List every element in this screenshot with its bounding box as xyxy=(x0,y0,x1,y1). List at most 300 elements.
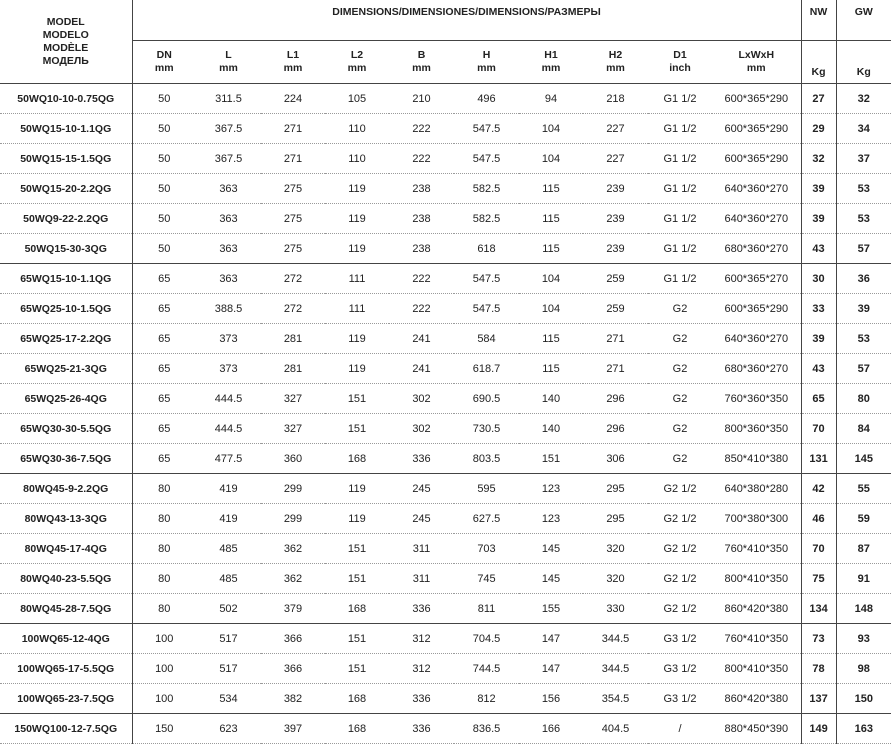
table-cell: G1 1/2 xyxy=(648,114,712,144)
table-cell: 241 xyxy=(389,354,454,384)
table-cell: G2 1/2 xyxy=(648,534,712,564)
table-cell: 362 xyxy=(261,534,325,564)
table-cell: 50 xyxy=(132,204,196,234)
table-cell: 119 xyxy=(325,174,389,204)
table-cell: G2 1/2 xyxy=(648,564,712,594)
table-cell: 584 xyxy=(454,324,519,354)
table-row xyxy=(0,174,891,204)
table-cell: 354.5 xyxy=(583,684,648,714)
table-cell: 330 xyxy=(583,594,648,624)
gw-cell: 145 xyxy=(836,444,891,474)
table-cell: 373 xyxy=(196,324,261,354)
table-cell: G1 1/2 xyxy=(648,204,712,234)
table-cell: 119 xyxy=(325,354,389,384)
table-cell: 382 xyxy=(261,684,325,714)
gw-cell: 36 xyxy=(836,264,891,294)
table-cell: 327 xyxy=(261,414,325,444)
model-cell: 65WQ30-30-5.5QG xyxy=(0,414,132,444)
gw-cell: 39 xyxy=(836,294,891,324)
table-cell: 296 xyxy=(583,384,648,414)
table-cell: 404.5 xyxy=(583,714,648,744)
table-cell: 151 xyxy=(325,414,389,444)
table-cell: 295 xyxy=(583,474,648,504)
gw-cell: 32 xyxy=(836,84,891,114)
table-cell: 275 xyxy=(261,234,325,264)
table-cell: 362 xyxy=(261,564,325,594)
model-cell: 65WQ15-10-1.1QG xyxy=(0,264,132,294)
table-cell: 730.5 xyxy=(454,414,519,444)
table-cell: 104 xyxy=(519,264,583,294)
table-row xyxy=(0,234,891,264)
table-cell: 344.5 xyxy=(583,654,648,684)
table-cell: 336 xyxy=(389,444,454,474)
gw-cell: 163 xyxy=(836,714,891,744)
table-cell: 485 xyxy=(196,534,261,564)
table-cell: 320 xyxy=(583,534,648,564)
table-cell: 320 xyxy=(583,564,648,594)
table-cell: 860*420*380 xyxy=(712,684,801,714)
model-cell: 50WQ15-10-1.1QG xyxy=(0,114,132,144)
table-cell: 151 xyxy=(519,444,583,474)
model-cell: 50WQ15-30-3QG xyxy=(0,234,132,264)
nw-cell: 46 xyxy=(801,504,836,534)
table-cell: 80 xyxy=(132,504,196,534)
table-cell: 703 xyxy=(454,534,519,564)
nw-cell: 39 xyxy=(801,174,836,204)
table-cell: 111 xyxy=(325,264,389,294)
table-cell: 65 xyxy=(132,264,196,294)
model-cell: 65WQ25-26-4QG xyxy=(0,384,132,414)
table-cell: 302 xyxy=(389,414,454,444)
table-cell: 156 xyxy=(519,684,583,714)
nw-cell: 27 xyxy=(801,84,836,114)
table-cell: 811 xyxy=(454,594,519,624)
nw-cell: 29 xyxy=(801,114,836,144)
table-cell: 363 xyxy=(196,204,261,234)
nw-cell: 33 xyxy=(801,294,836,324)
table-cell: 444.5 xyxy=(196,414,261,444)
table-cell: 311.5 xyxy=(196,84,261,114)
table-cell: 222 xyxy=(389,294,454,324)
table-cell: 582.5 xyxy=(454,204,519,234)
table-cell: 547.5 xyxy=(454,264,519,294)
table-cell: 311 xyxy=(389,564,454,594)
table-cell: 327 xyxy=(261,384,325,414)
table-cell: 640*380*280 xyxy=(712,474,801,504)
model-cell: 80WQ45-9-2.2QG xyxy=(0,474,132,504)
table-cell: 100 xyxy=(132,654,196,684)
table-row xyxy=(0,354,891,384)
model-header-es: MODELO xyxy=(42,28,89,41)
table-cell: 80 xyxy=(132,564,196,594)
table-row xyxy=(0,624,891,654)
column-header-unit: mm xyxy=(154,62,174,74)
table-row xyxy=(0,474,891,504)
table-cell: 680*360*270 xyxy=(712,234,801,264)
nw-cell: 65 xyxy=(801,384,836,414)
model-cell: 100WQ65-23-7.5QG xyxy=(0,684,132,714)
table-cell: 224 xyxy=(261,84,325,114)
table-cell: 123 xyxy=(519,504,583,534)
table-cell: 388.5 xyxy=(196,294,261,324)
table-cell: G3 1/2 xyxy=(648,684,712,714)
column-header-dn xyxy=(132,41,196,84)
table-body xyxy=(0,84,891,744)
table-cell: 534 xyxy=(196,684,261,714)
table-cell: 547.5 xyxy=(454,294,519,324)
column-header-unit: mm xyxy=(347,62,367,74)
table-cell: 119 xyxy=(325,504,389,534)
column-header-l2 xyxy=(325,41,389,84)
model-header-en: MODEL xyxy=(46,15,85,28)
table-cell: 680*360*270 xyxy=(712,354,801,384)
table-row xyxy=(0,444,891,474)
table-row xyxy=(0,654,891,684)
gw-cell: 34 xyxy=(836,114,891,144)
table-cell: 65 xyxy=(132,324,196,354)
table-cell: 50 xyxy=(132,84,196,114)
table-cell: G1 1/2 xyxy=(648,234,712,264)
table-cell: 496 xyxy=(454,84,519,114)
nw-cell: 39 xyxy=(801,324,836,354)
table-cell: 860*420*380 xyxy=(712,594,801,624)
model-header-ru: МОДЕЛЬ xyxy=(42,54,89,67)
nw-cell: 42 xyxy=(801,474,836,504)
table-cell: 245 xyxy=(389,504,454,534)
table-cell: 145 xyxy=(519,564,583,594)
table-cell: 100 xyxy=(132,684,196,714)
model-cell: 50WQ15-15-1.5QG xyxy=(0,144,132,174)
nw-cell: 149 xyxy=(801,714,836,744)
table-cell: 547.5 xyxy=(454,114,519,144)
table-cell: 623 xyxy=(196,714,261,744)
table-cell: 880*450*390 xyxy=(712,714,801,744)
table-cell: 65 xyxy=(132,384,196,414)
table-cell: 311 xyxy=(389,534,454,564)
table-row xyxy=(0,84,891,114)
nw-cell: 137 xyxy=(801,684,836,714)
table-cell: 444.5 xyxy=(196,384,261,414)
table-cell: 595 xyxy=(454,474,519,504)
column-header-l1 xyxy=(261,41,325,84)
column-header-unit: mm xyxy=(746,62,766,74)
column-header-name: B xyxy=(417,49,426,61)
nw-unit-header: Kg xyxy=(801,41,836,84)
model-cell: 80WQ45-17-4QG xyxy=(0,534,132,564)
table-cell: 271 xyxy=(583,354,648,384)
gw-header: GW xyxy=(836,0,891,41)
nw-cell: 32 xyxy=(801,144,836,174)
gw-cell: 53 xyxy=(836,324,891,354)
gw-cell: 148 xyxy=(836,594,891,624)
table-cell: 245 xyxy=(389,474,454,504)
table-cell: 517 xyxy=(196,624,261,654)
gw-cell: 37 xyxy=(836,144,891,174)
table-row xyxy=(0,534,891,564)
table-cell: 803.5 xyxy=(454,444,519,474)
table-cell: 151 xyxy=(325,534,389,564)
table-cell: 299 xyxy=(261,474,325,504)
table-cell: 111 xyxy=(325,294,389,324)
table-cell: 104 xyxy=(519,114,583,144)
table-cell: 115 xyxy=(519,174,583,204)
table-cell: 145 xyxy=(519,534,583,564)
gw-cell: 59 xyxy=(836,504,891,534)
table-cell: 700*380*300 xyxy=(712,504,801,534)
column-header-unit: mm xyxy=(541,62,561,74)
gw-cell: 84 xyxy=(836,414,891,444)
column-header-lxwxh xyxy=(712,41,801,84)
table-cell: 600*365*290 xyxy=(712,294,801,324)
table-row xyxy=(0,324,891,354)
table-cell: 367.5 xyxy=(196,114,261,144)
table-cell: 150 xyxy=(132,714,196,744)
table-cell: 100 xyxy=(132,624,196,654)
table-cell: G1 1/2 xyxy=(648,84,712,114)
table-cell: 104 xyxy=(519,144,583,174)
table-row xyxy=(0,564,891,594)
table-cell: 105 xyxy=(325,84,389,114)
table-row xyxy=(0,114,891,144)
table-cell: 271 xyxy=(261,114,325,144)
nw-cell: 75 xyxy=(801,564,836,594)
table-row xyxy=(0,384,891,414)
table-cell: 151 xyxy=(325,564,389,594)
table-cell: 272 xyxy=(261,294,325,324)
table-cell: 485 xyxy=(196,564,261,594)
nw-cell: 78 xyxy=(801,654,836,684)
table-cell: 477.5 xyxy=(196,444,261,474)
table-cell: 745 xyxy=(454,564,519,594)
table-cell: 80 xyxy=(132,534,196,564)
table-cell: G2 xyxy=(648,324,712,354)
table-cell: 760*410*350 xyxy=(712,624,801,654)
nw-cell: 70 xyxy=(801,534,836,564)
table-cell: 140 xyxy=(519,384,583,414)
gw-cell: 80 xyxy=(836,384,891,414)
column-header-name: H xyxy=(482,49,491,61)
model-cell: 80WQ40-23-5.5QG xyxy=(0,564,132,594)
gw-cell: 98 xyxy=(836,654,891,684)
column-header-unit: mm xyxy=(283,62,303,74)
table-cell: / xyxy=(648,714,712,744)
table-cell: 627.5 xyxy=(454,504,519,534)
column-header-h xyxy=(454,41,519,84)
table-cell: 168 xyxy=(325,684,389,714)
table-cell: 640*360*270 xyxy=(712,204,801,234)
column-header-name: L1 xyxy=(286,49,300,61)
table-cell: 259 xyxy=(583,264,648,294)
column-header-name: D1 xyxy=(673,49,687,61)
table-cell: 812 xyxy=(454,684,519,714)
table-cell: 640*360*270 xyxy=(712,174,801,204)
gw-cell: 53 xyxy=(836,174,891,204)
table-cell: 419 xyxy=(196,474,261,504)
table-cell: 600*365*290 xyxy=(712,114,801,144)
table-cell: 517 xyxy=(196,654,261,684)
gw-cell: 150 xyxy=(836,684,891,714)
nw-header: NW xyxy=(801,0,836,41)
table-row xyxy=(0,294,891,324)
table-cell: G2 xyxy=(648,354,712,384)
table-cell: 312 xyxy=(389,654,454,684)
table-cell: G2 xyxy=(648,384,712,414)
table-row xyxy=(0,204,891,234)
table-cell: G1 1/2 xyxy=(648,174,712,204)
table-cell: G2 1/2 xyxy=(648,474,712,504)
table-cell: 168 xyxy=(325,714,389,744)
column-header-unit: inch xyxy=(669,62,691,74)
table-cell: 238 xyxy=(389,204,454,234)
table-cell: 115 xyxy=(519,324,583,354)
column-header-unit: mm xyxy=(477,62,496,74)
table-cell: 744.5 xyxy=(454,654,519,684)
table-cell: 582.5 xyxy=(454,174,519,204)
table-cell: 50 xyxy=(132,144,196,174)
table-cell: G1 1/2 xyxy=(648,264,712,294)
table-cell: 618.7 xyxy=(454,354,519,384)
model-header xyxy=(0,0,132,84)
gw-unit-header: Kg xyxy=(836,41,891,84)
table-cell: 600*365*290 xyxy=(712,144,801,174)
table-row xyxy=(0,144,891,174)
table-cell: 155 xyxy=(519,594,583,624)
model-cell: 65WQ25-17-2.2QG xyxy=(0,324,132,354)
column-header-name: L xyxy=(225,49,232,61)
model-cell: 80WQ45-28-7.5QG xyxy=(0,594,132,624)
column-header-name: L2 xyxy=(350,49,364,61)
model-cell: 80WQ43-13-3QG xyxy=(0,504,132,534)
table-cell: 166 xyxy=(519,714,583,744)
table-cell: 502 xyxy=(196,594,261,624)
nw-cell: 73 xyxy=(801,624,836,654)
table-cell: G2 xyxy=(648,294,712,324)
table-cell: 800*410*350 xyxy=(712,564,801,594)
table-cell: 168 xyxy=(325,444,389,474)
gw-cell: 57 xyxy=(836,234,891,264)
table-cell: G2 xyxy=(648,444,712,474)
column-header-unit: mm xyxy=(412,62,431,74)
table-cell: 360 xyxy=(261,444,325,474)
table-cell: 119 xyxy=(325,474,389,504)
nw-cell: 134 xyxy=(801,594,836,624)
table-cell: 336 xyxy=(389,714,454,744)
model-cell: 50WQ10-10-0.75QG xyxy=(0,84,132,114)
gw-cell: 53 xyxy=(836,204,891,234)
table-cell: 363 xyxy=(196,234,261,264)
table-cell: 65 xyxy=(132,294,196,324)
table-cell: 800*360*350 xyxy=(712,414,801,444)
table-cell: G2 1/2 xyxy=(648,594,712,624)
table-cell: 151 xyxy=(325,624,389,654)
table-cell: 210 xyxy=(389,84,454,114)
table-cell: 241 xyxy=(389,324,454,354)
gw-cell: 55 xyxy=(836,474,891,504)
table-cell: 640*360*270 xyxy=(712,324,801,354)
table-cell: 271 xyxy=(261,144,325,174)
model-cell: 65WQ25-21-3QG xyxy=(0,354,132,384)
table-cell: 600*365*290 xyxy=(712,84,801,114)
table-cell: 275 xyxy=(261,204,325,234)
table-cell: 50 xyxy=(132,114,196,144)
table-cell: 50 xyxy=(132,174,196,204)
table-cell: 115 xyxy=(519,354,583,384)
nw-cell: 30 xyxy=(801,264,836,294)
table-cell: 119 xyxy=(325,324,389,354)
table-cell: 238 xyxy=(389,234,454,264)
table-cell: 336 xyxy=(389,684,454,714)
table-cell: 600*365*270 xyxy=(712,264,801,294)
table-cell: 306 xyxy=(583,444,648,474)
column-header-b xyxy=(389,41,454,84)
table-cell: 281 xyxy=(261,324,325,354)
table-cell: G3 1/2 xyxy=(648,624,712,654)
table-cell: 704.5 xyxy=(454,624,519,654)
model-cell: 50WQ9-22-2.2QG xyxy=(0,204,132,234)
table-cell: 119 xyxy=(325,204,389,234)
table-cell: 239 xyxy=(583,234,648,264)
table-cell: 373 xyxy=(196,354,261,384)
table-cell: 295 xyxy=(583,504,648,534)
table-cell: 397 xyxy=(261,714,325,744)
gw-cell: 87 xyxy=(836,534,891,564)
nw-cell: 70 xyxy=(801,414,836,444)
table-row xyxy=(0,714,891,744)
table-cell: 218 xyxy=(583,84,648,114)
table-cell: 344.5 xyxy=(583,624,648,654)
table-cell: G1 1/2 xyxy=(648,144,712,174)
model-cell: 100WQ65-17-5.5QG xyxy=(0,654,132,684)
table-cell: 65 xyxy=(132,414,196,444)
table-cell: 222 xyxy=(389,144,454,174)
model-cell: 100WQ65-12-4QG xyxy=(0,624,132,654)
table-cell: 110 xyxy=(325,114,389,144)
model-cell: 150WQ100-12-7.5QG xyxy=(0,714,132,744)
table-cell: 281 xyxy=(261,354,325,384)
column-header-d1 xyxy=(648,41,712,84)
table-row xyxy=(0,264,891,294)
table-cell: 379 xyxy=(261,594,325,624)
model-cell: 65WQ30-36-7.5QG xyxy=(0,444,132,474)
column-header-h2 xyxy=(583,41,648,84)
table-cell: 363 xyxy=(196,264,261,294)
column-header-name: LxWxH xyxy=(738,49,775,61)
table-cell: 272 xyxy=(261,264,325,294)
column-header-unit: mm xyxy=(219,62,238,74)
table-cell: 115 xyxy=(519,204,583,234)
table-cell: 760*360*350 xyxy=(712,384,801,414)
table-cell: 271 xyxy=(583,324,648,354)
table-row xyxy=(0,594,891,624)
table-cell: 618 xyxy=(454,234,519,264)
table-cell: 104 xyxy=(519,294,583,324)
table-cell: 140 xyxy=(519,414,583,444)
table-row xyxy=(0,684,891,714)
table-cell: 800*410*350 xyxy=(712,654,801,684)
table-cell: 239 xyxy=(583,174,648,204)
table-cell: 363 xyxy=(196,174,261,204)
table-cell: 80 xyxy=(132,474,196,504)
column-header-name: DN xyxy=(156,49,172,61)
table-cell: 302 xyxy=(389,384,454,414)
table-cell: 336 xyxy=(389,594,454,624)
table-cell: G2 1/2 xyxy=(648,504,712,534)
table-cell: 94 xyxy=(519,84,583,114)
table-cell: 80 xyxy=(132,594,196,624)
table-cell: 119 xyxy=(325,234,389,264)
table-cell: 147 xyxy=(519,624,583,654)
model-header-fr: MODÈLE xyxy=(43,41,89,54)
